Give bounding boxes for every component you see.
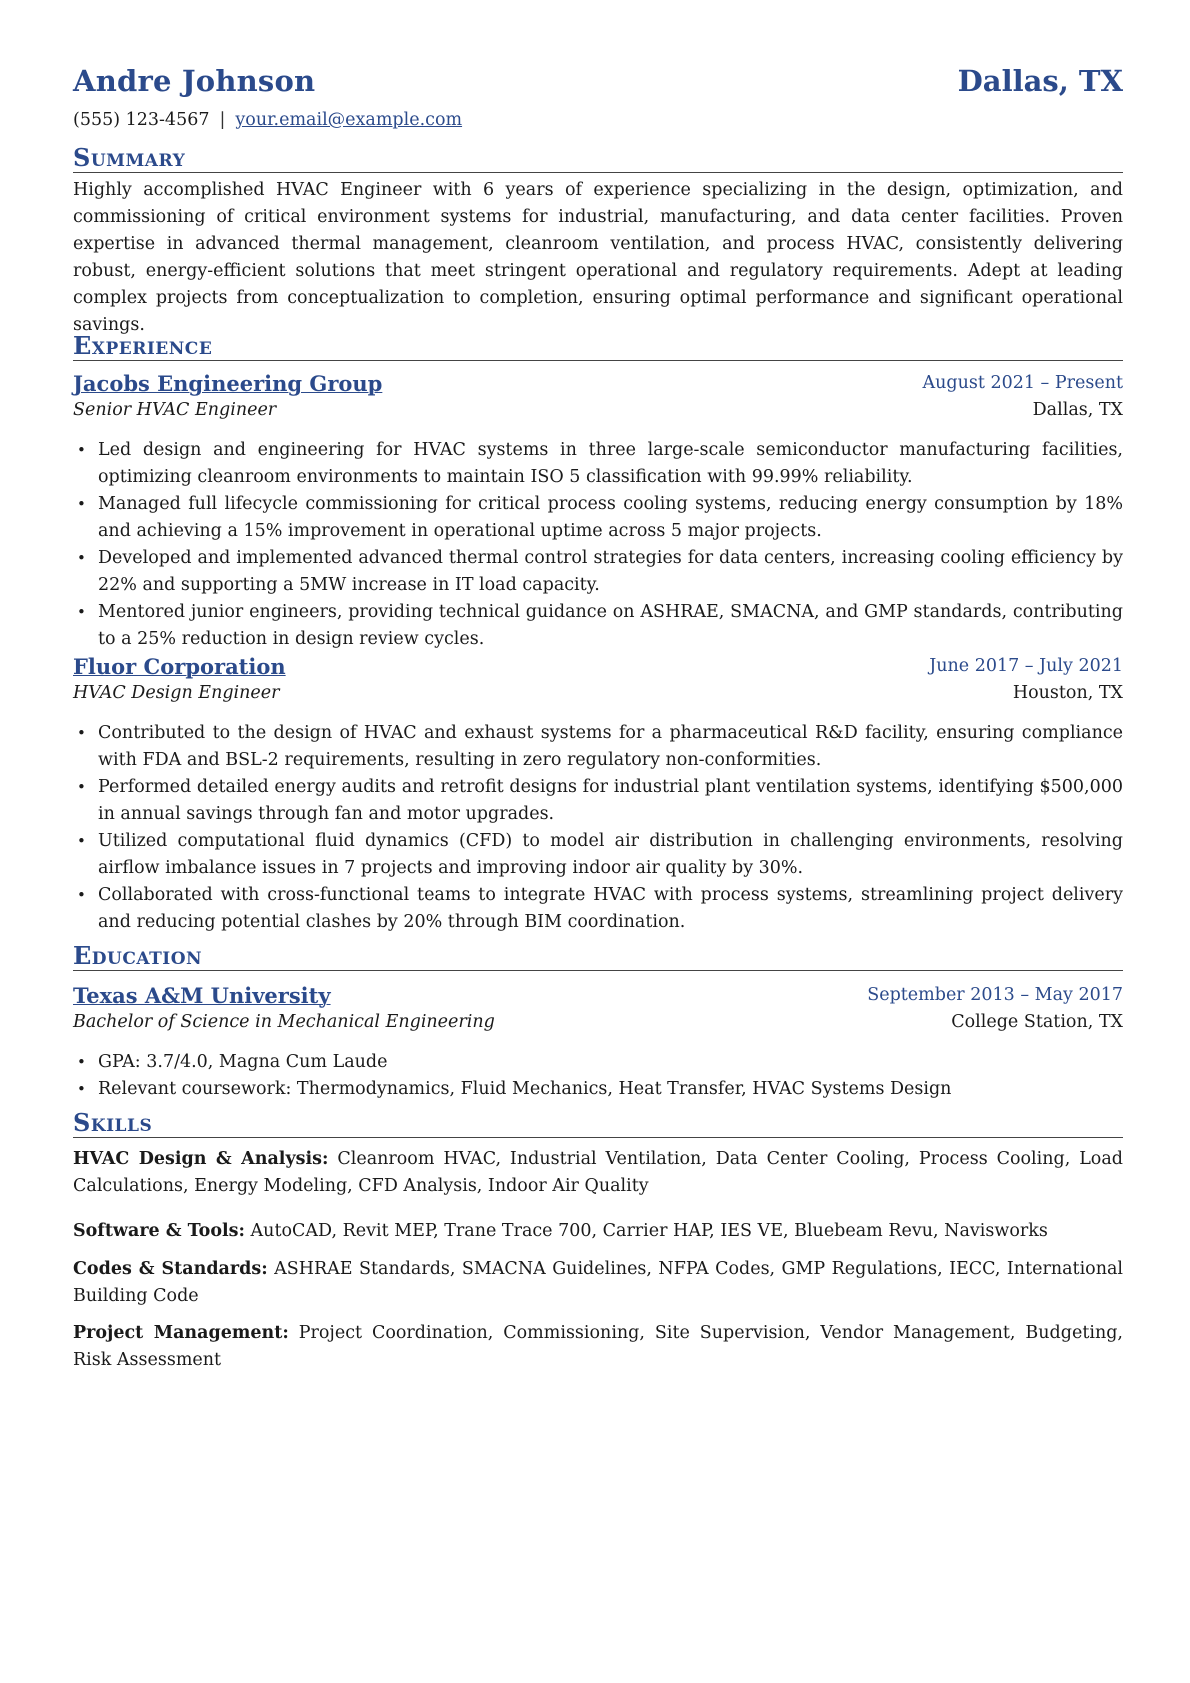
skill-label: Codes & Standards:	[73, 1259, 268, 1279]
skill-value: Project Coordination, Commissioning, Site Supervision, Vendor Management, Budgeting, Risk Assessment	[73, 1323, 1123, 1370]
job-title: HVAC Design Engineer	[73, 683, 280, 703]
job-location: Dallas, TX	[1032, 400, 1123, 420]
list-item: • Performed detailed energy audits and retrofit designs for industrial plant ventilation systems, identifying $500,000 in annual savings through fan and motor upgrades.	[73, 774, 1123, 828]
list-item: • Relevant coursework: Thermodynamics, Fluid Mechanics, Heat Transfer, HVAC Systems Design	[73, 1076, 1123, 1103]
job-header	[73, 371, 1123, 399]
skill-row	[73, 1256, 1123, 1310]
contact-line	[73, 110, 462, 130]
list-item: • Developed and implemented advanced thermal control strategies for data centers, increasing cooling efficiency by 22% and supporting a 5MW increase in IT load capacity.	[73, 545, 1123, 599]
education-bullets	[73, 1049, 1123, 1103]
skill-row	[73, 1218, 1123, 1245]
job-title: Senior HVAC Engineer	[73, 400, 277, 420]
school-header	[73, 983, 1123, 1011]
skill-label: HVAC Design & Analysis:	[73, 1149, 329, 1169]
section-title-experience: Experience	[73, 332, 1123, 361]
skill-row	[73, 1320, 1123, 1374]
employer-link[interactable]: Jacobs Engineering Group	[73, 371, 383, 396]
job-dates: June 2017 – July 2021	[929, 656, 1123, 676]
skill-row	[73, 1146, 1123, 1200]
school-subheader	[73, 1012, 1123, 1038]
school-dates: September 2013 – May 2017	[867, 985, 1123, 1005]
skill-label: Project Management:	[73, 1323, 289, 1343]
header	[73, 64, 1123, 104]
list-item: • Utilized computational fluid dynamics (CFD) to model air distribution in challenging environments, resolving airflow imbalance issues in 7 projects and improving indoor air quality by 30%.	[73, 828, 1123, 882]
candidate-location: Dallas, TX	[957, 64, 1123, 98]
section-title-summary: Summary	[73, 144, 1123, 173]
skill-label: Software & Tools:	[73, 1221, 245, 1241]
school-location: College Station, TX	[951, 1012, 1123, 1032]
skill-value: AutoCAD, Revit MEP, Trane Trace 700, Carrier HAP, IES VE, Bluebeam Revu, Navisworks	[244, 1221, 1048, 1241]
job-bullets	[73, 437, 1123, 653]
job-subheader	[73, 400, 1123, 426]
job-location: Houston, TX	[1012, 683, 1123, 703]
candidate-name: Andre Johnson	[73, 64, 316, 98]
list-item: • Mentored junior engineers, providing technical guidance on ASHRAE, SMACNA, and GMP standards, contributing to a 25% reduction in design review cycles.	[73, 599, 1123, 653]
email-link[interactable]: your.email@example.com	[235, 110, 463, 130]
summary-text: Highly accomplished HVAC Engineer with 6 years of experience specializing in the design, optimization, and commissioning of critical environment systems for industrial, manufacturing, and data center facilities. Proven expertise in advanced thermal management, cleanroom ventilation, and process HVAC, consistently delivering robust, energy-efficient solutions that meet stringent operational and regulatory requirements. Adept at leading complex projects from conceptualization to completion, ensuring optimal performance and significant operational savings.	[73, 180, 1123, 335]
job-bullets	[73, 720, 1123, 936]
phone: (555) 123-4567	[73, 110, 210, 130]
list-item: • Contributed to the design of HVAC and exhaust systems for a pharmaceutical R&D facility, ensuring compliance with FDA and BSL-2 requirements, resulting in zero regulatory non-conformities.	[73, 720, 1123, 774]
job-header	[73, 654, 1123, 682]
list-item: • Collaborated with cross-functional teams to integrate HVAC with process systems, streamlining project delivery and reducing potential clashes by 20% through BIM coordination.	[73, 882, 1123, 936]
section-title-skills: Skills	[73, 1109, 1123, 1138]
list-item: • Managed full lifecycle commissioning for critical process cooling systems, reducing energy consumption by 18% and achieving a 15% improvement in operational uptime across 5 major projects.	[73, 491, 1123, 545]
skill-value: ASHRAE Standards, SMACNA Guidelines, NFPA Codes, GMP Regulations, IECC, International Building Code	[73, 1259, 1124, 1306]
list-item: • Led design and engineering for HVAC systems in three large-scale semiconductor manufacturing facilities, optimizing cleanroom environments to maintain ISO 5 classification with 99.99% reliability.	[73, 437, 1123, 491]
school-link[interactable]: Texas A&M University	[73, 983, 331, 1008]
list-item: • GPA: 3.7/4.0, Magna Cum Laude	[73, 1049, 1123, 1076]
section-title-education: Education	[73, 942, 1123, 971]
skill-value: Cleanroom HVAC, Industrial Ventilation, Data Center Cooling, Process Cooling, Load Calculations, Energy Modeling, CFD Analysis, Indoor Air Quality	[73, 1149, 1123, 1196]
employer-link[interactable]: Fluor Corporation	[73, 654, 286, 679]
job-subheader	[73, 683, 1123, 709]
degree: Bachelor of Science in Mechanical Engineering	[73, 1012, 495, 1032]
job-dates: August 2021 – Present	[922, 373, 1123, 393]
contact-separator: |	[219, 110, 226, 130]
